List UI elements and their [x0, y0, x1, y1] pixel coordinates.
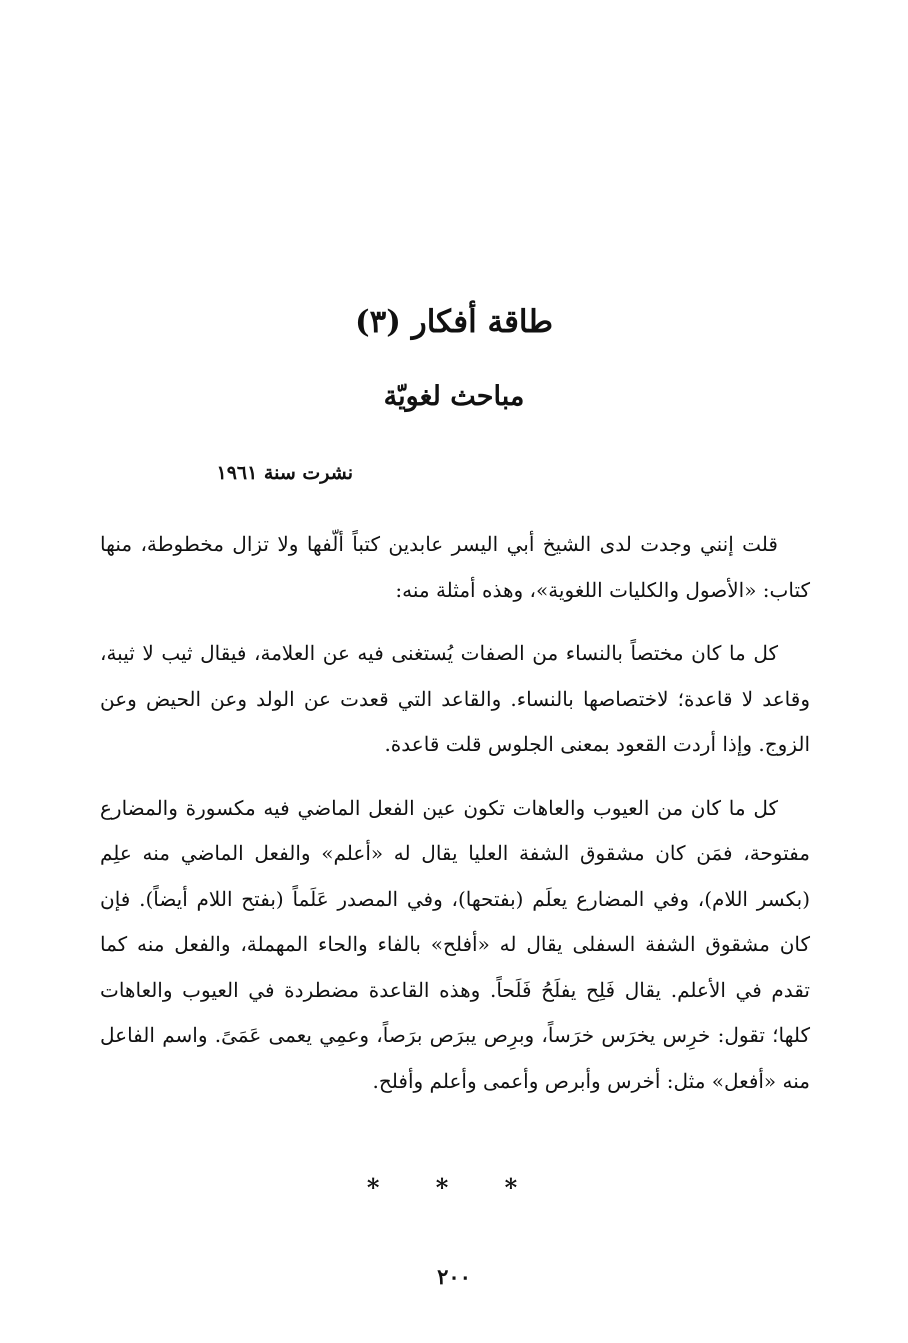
publication-note: نشرت سنة ١٩٦١: [216, 462, 353, 484]
page-title: طاقة أفكار (٣): [354, 304, 554, 340]
paragraph-feminine-adjectives: كل ما كان مختصاً بالنساء من الصفات يُستغنى فيه عن العلامة، فيقال ثيب لا ثيبة، وقاعد لا قاعدة؛ لاختصاصها بالنساء. والقاعد التي قعدت عن الولد وعن الحيض وعن الزوج. وإذا أردت القعود بمعنى الجلوس قلت قاعدة.: [100, 641, 810, 756]
paragraph-intro: قلت إنني وجدت لدى الشيخ أبي اليسر عابدين كتباً ألّفها ولا تزال مخطوطة، منها كتاب: «الأصول والكليات اللغوية»، وهذه أمثلة منه:: [100, 532, 810, 602]
section-separator: * * *: [366, 1173, 542, 1202]
paragraph-defects-verbs: كل ما كان من العيوب والعاهات تكون عين الفعل الماضي فيه مكسورة والمضارع مفتوحة، فمَن كان مشقوق الشفة العليا يقال له «أعلم» والفعل الماضي منه علِم (بكسر اللام)، وفي المضارع يعلَم (بفتحها)، وفي المصدر عَلَماً (بفتح اللام أيضاً). فإن كان مشقوق الشفة السفلى يقال له «أفلح» بالفاء والحاء المهملة، والفعل منه كما تقدم في الأعلم. يقال فَلِح يفلَحُ فَلَحاً. وهذه القاعدة مضطردة في العيوب والعاهات كلها؛ تقول: خرِس يخرَس خرَساً، وبرِص يبرَص برَصاً، وعمِي يعمى عَمَىً. واسم الفاعل منه «أفعل» مثل: أخرس وأبرص وأعمى وأعلم وأفلح.: [100, 795, 810, 1093]
article-body: [100, 522, 810, 1122]
page-subtitle: مباحث لغويّة: [383, 381, 525, 412]
page-number: ٢٠٠: [437, 1264, 471, 1289]
